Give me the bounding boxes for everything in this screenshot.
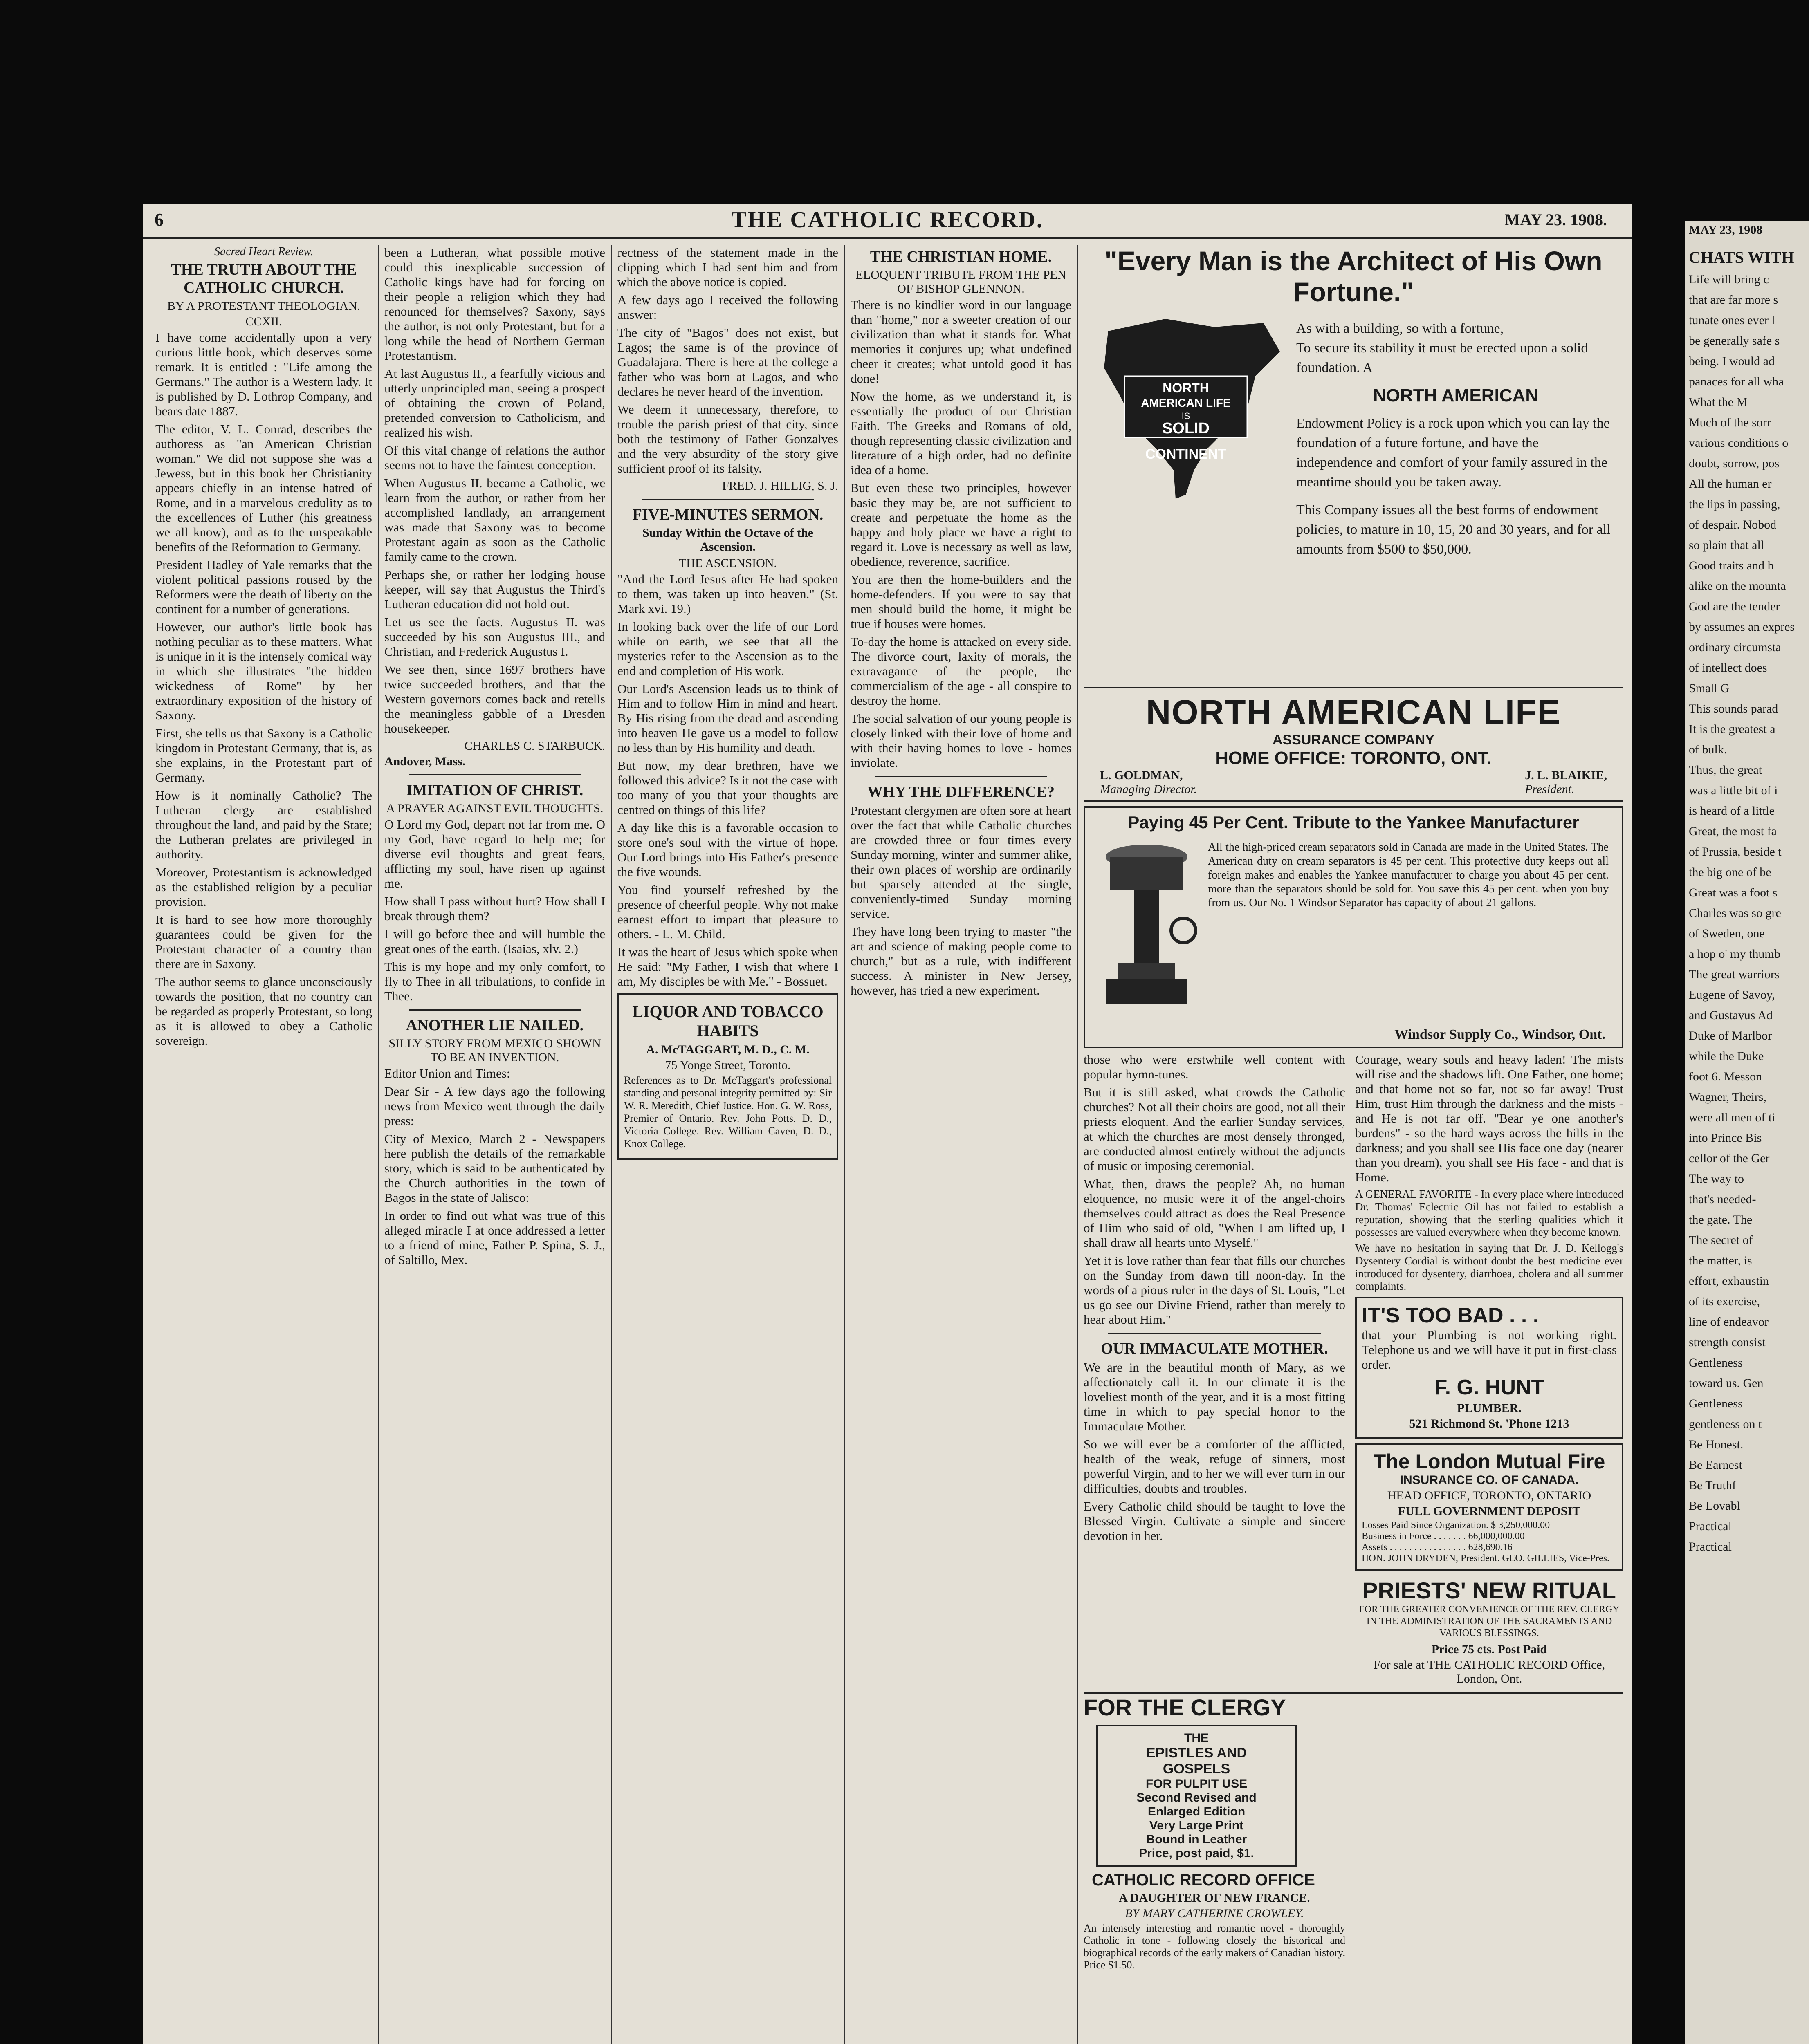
section-subhead: A PRAYER AGAINST EVIL THOUGHTS.: [386, 802, 604, 815]
article-paragraph: Editor Union and Times:: [384, 1066, 510, 1080]
adjacent-headline: CHATS WITH: [1689, 248, 1794, 267]
company-subtitle: ASSURANCE COMPANY: [1272, 732, 1435, 748]
article-paragraph: However, our author's little book has nothing peculiar as to these matters. What is unique in it is the intensely comical way in which she illustrates "the hidden wickedness of Rome" by her extraordinary exposition of the history of Saxony.: [155, 620, 372, 722]
adjacent-line: The great warriors: [1689, 968, 1780, 981]
adjacent-date: MAY 23, 1908: [1689, 223, 1763, 237]
adjacent-line: and Gustavus Ad: [1689, 1009, 1773, 1022]
section-subhead: ELOQUENT TRIBUTE FROM THE PEN OF BISHOP GLENNON.: [855, 268, 1066, 296]
adjacent-line: Be Earnest: [1689, 1458, 1742, 1472]
article-paragraph: It is hard to see how more thoroughly guarantees could be given for the Protestant character of a country than there are in Saxony.: [155, 912, 372, 971]
divider: [642, 499, 814, 500]
article-paragraph: Perhaps she, or rather her lodging house keeper, will say that Augustus the Third's Lutheran education did not hold out.: [384, 567, 605, 611]
column-3: [617, 245, 838, 2044]
clergy-line: FOR PULPIT USE: [1145, 1777, 1248, 1791]
ritual-headline: PRIESTS' NEW RITUAL: [1362, 1578, 1616, 1603]
adjacent-line: into Prince Bis: [1689, 1131, 1762, 1145]
adjacent-line: by assumes an expres: [1689, 620, 1795, 634]
section-headline: FIVE-MINUTES SERMON.: [632, 506, 824, 523]
article-paragraph: I will go before thee and will humble the great ones of the earth. (Isaias, xlv. 2.): [384, 927, 605, 956]
ad-body: This Company issues all the best forms of endowment policies, to mature in 10, 15, 20 and 30 years, and for all amounts from $500 to $50,000.: [1296, 502, 1611, 557]
map-label: AMERICAN LIFE: [1141, 397, 1231, 409]
adjacent-line: while the Duke: [1689, 1049, 1764, 1063]
book-title: A DAUGHTER OF NEW FRANCE.: [1119, 1891, 1310, 1905]
clergy-line: Bound in Leather: [1146, 1833, 1247, 1846]
article-paragraph: "And the Lord Jesus after He had spoken to them, was taken up into heaven." (St. Mark xvi. 19.): [617, 572, 838, 616]
adjacent-line: Be Lovabl: [1689, 1499, 1740, 1513]
ad-line: Assets . . . . . . . . . . . . . . . . 628,690.16: [1362, 1542, 1513, 1553]
adjacent-line: the matter, is: [1689, 1254, 1752, 1267]
section-headline: WHY THE DIFFERENCE?: [867, 783, 1055, 800]
article-paragraph: City of Mexico, March 2 - Newspapers here publish the details of the remarkable story, which is said to be authenticated by the Church authorities in the town of Bagos in the state of Jalisco:: [384, 1132, 605, 1205]
article-paragraph: But now, my dear brethren, have we followed this advice? Is it not the case with too many of you that your thoughts are centred on things of this life?: [617, 758, 838, 817]
adjacent-line: that are far more s: [1689, 293, 1778, 307]
article-paragraph: A few days ago I received the following answer:: [617, 293, 838, 322]
article-paragraph: In order to find out what was true of this alleged miracle I at once addressed a letter to a friend of mine, Father P. Spina, S. J., of Saltillo, Mex.: [384, 1208, 605, 1267]
adjacent-line: so plain that all: [1689, 538, 1764, 552]
company-banner: [1084, 687, 1623, 802]
masthead: [143, 204, 1632, 239]
article-paragraph: The author seems to glance unconsciously towards the position, that no country can be regarded as properly Protestant, so long as it is allowed to obey a Catholic sovereign.: [155, 975, 372, 1048]
signature: FRED. J. HILLIG, S. J.: [722, 479, 838, 493]
adjacent-line: Life will bring c: [1689, 273, 1769, 286]
ad-text: References as to Dr. McTaggart's professional standing and personal integrity permitted by: Sir W. R. Meredith, Chief Justice. Hon. G. W. Ross, Premier of Ontario. Rev. John Potts, D. D., Victoria College. Rev. William Caven, D. D., Knox College.: [624, 1074, 832, 1150]
ad-line: To secure its stability it must be erected upon a solid foundation. A: [1296, 341, 1588, 375]
insurance-ad: [1355, 1443, 1623, 1571]
divider: [409, 774, 581, 775]
signature-place: Andover, Mass.: [384, 755, 466, 768]
column-5: [1084, 245, 1623, 2044]
ad-headline: IT'S TOO BAD . . .: [1362, 1304, 1539, 1327]
article-paragraph: Protestant clergymen are often sore at heart over the fact that while Catholic churches are crowded three or four times every Sunday morning, winter and summer alike, their own places of worship are ordinarily but sparsely attended at the single, conveniently-timed Sunday morning service.: [851, 803, 1071, 921]
adjacent-line: line of endeavor: [1689, 1315, 1769, 1329]
article-paragraph: When Augustus II. became a Catholic, we learn from the author, or rather from her accomplished landlady, an arrangement was made that Saxony was to become Protestant again as soon as the Catholic family came to the crown.: [384, 476, 605, 564]
section-subhead: Sunday Within the Octave of the Ascension.: [642, 526, 814, 554]
clergy-line: EPISTLES AND: [1146, 1745, 1247, 1761]
notice-paragraph: We have no hesitation in saying that Dr. J. D. Kellogg's Dysentery Cordial is without doubt the best medicine ever introduced for dysentery, diarrhoea, cholera and all summer complaints.: [1355, 1242, 1623, 1292]
section-headline: OUR IMMACULATE MOTHER.: [1101, 1340, 1328, 1357]
adjacent-line: Eugene of Savoy,: [1689, 988, 1775, 1002]
ritual-text: FOR THE GREATER CONVENIENCE OF THE REV. CLERGY IN THE ADMINISTRATION OF THE SACRAMENTS AND VARIOUS BLESSINGS.: [1359, 1604, 1620, 1638]
article-paragraph: Let us see the facts. Augustus II. was succeeded by his son Augustus III., and Christian, and Frederick Augustus I.: [384, 615, 605, 659]
adjacent-line: be generally safe s: [1689, 334, 1780, 347]
article-paragraph: Dear Sir - A few days ago the following news from Mexico went through the daily press:: [384, 1084, 605, 1128]
article-paragraph: What, then, draws the people? Ah, no human eloquence, no music were it of the angel-choirs themselves could attract as does the Real Presence of Him who said of old, "When I am lifted up, I shall draw all hearts unto Myself.": [1084, 1177, 1345, 1250]
page-number: 6: [155, 210, 164, 230]
adjacent-line: This sounds parad: [1689, 702, 1778, 715]
adjacent-text: [1685, 269, 1809, 1557]
adjacent-line: the lips in passing,: [1689, 498, 1780, 511]
section-subhead: SILLY STORY FROM MEXICO SHOWN TO BE AN INVENTION.: [388, 1037, 601, 1064]
article-kicker: Sacred Heart Review.: [214, 245, 313, 258]
article-paragraph: Of this vital change of relations the author seems not to have the faintest conception.: [384, 443, 605, 472]
adjacent-line: that's needed-: [1689, 1192, 1756, 1206]
article-paragraph: First, she tells us that Saxony is a Catholic kingdom in Protestant Germany, that is, as she explains, in the Protestant part of Germany.: [155, 726, 372, 784]
adjacent-line: Great was a foot s: [1689, 886, 1778, 899]
article-paragraph: Courage, weary souls and heavy laden! The mists will rise and the shadows lift. One Father, one home; and that home not so far, not so far away! Trust Him, trust Him through the darkness and the mists - and He is not far off. "Bear ye one another's burdens" - so the hard ways across the hills in the darkness; and you shall see His face one day (nearer than you dream), you shall see His face - and that is Home.: [1355, 1052, 1623, 1184]
article-paragraph: We deem it unnecessary, therefore, to trouble the parish priest of that city, since both the testimony of Father Gonzalves and the very absurdity of the story give sufficient proof of its falsity.: [617, 402, 838, 475]
issue-date: MAY 23. 1908.: [1504, 211, 1607, 229]
officer-name: J. L. BLAIKIE,: [1525, 769, 1607, 782]
map-label: NORTH: [1163, 381, 1209, 395]
article-paragraph: At last Augustus II., a fearfully vicious and utterly unprincipled man, seeing a prospect of obtaining the crown of Poland, pretended conversion to Catholicism, and realized his wish.: [384, 366, 605, 439]
article-paragraph: How shall I pass without hurt? How shall I break through them?: [384, 894, 605, 923]
ad-text: All the high-priced cream separators sold in Canada are made in the United States. The American duty on cream separators is 45 per cent. This protective duty keeps out all foreign makes and enables the Yankee manufacturer to charge you about 45 per cent. more than the separators should be sold for. You save this 45 per cent. when you buy from us. Our No. 1 Windsor Separator has capacity of about 21 gallons.: [1208, 841, 1609, 909]
article-paragraph: You are then the home-builders and the home-defenders. If you were to say that men should build the home, it might be true if houses were homes.: [851, 572, 1071, 631]
divider: [409, 1009, 581, 1011]
article-byline: BY A PROTESTANT THEOLOGIAN.: [167, 299, 361, 313]
ad-address: 75 Yonge Street, Toronto.: [665, 1058, 791, 1072]
article-paragraph: those who were erstwhile well content with popular hymn-tunes.: [1084, 1052, 1345, 1081]
adjacent-line: All the human er: [1689, 477, 1772, 491]
clergy-ad: [1084, 1692, 1623, 1971]
clergy-box: [1096, 1725, 1297, 1867]
column-4: [851, 245, 1071, 2044]
clergy-office: CATHOLIC RECORD OFFICE: [1092, 1871, 1315, 1889]
article-paragraph: The editor, V. L. Conrad, describes the authoress as "an American Christian woman." We did not suppose she was a Jewess, but in this book her Christianity appears chiefly in an intense hatred of Rome, and in a marvelous credulity as to the excellences of Luther (his greatness we all know), and as to the unspeakable benefits of the Reformation to Germany.: [155, 422, 372, 554]
adjacent-line: various conditions o: [1689, 436, 1789, 450]
adjacent-line: The secret of: [1689, 1233, 1753, 1247]
newspaper-page: [143, 204, 1632, 2044]
adjacent-line: Be Honest.: [1689, 1438, 1744, 1451]
ad-deposit: FULL GOVERNMENT DEPOSIT: [1398, 1504, 1581, 1518]
article-paragraph: Yet it is love rather than fear that fills our churches on the Sunday from dawn till noon-day. In the words of a pious ruler in the days of St. Louis, "Let us go see our Divine Friend, rather than merely to hear about Him.": [1084, 1253, 1345, 1327]
adjacent-line: Thus, the great: [1689, 763, 1762, 777]
article-paragraph: We see then, since 1697 brothers have twice succeeded brothers, and that the Western governors comes back and retells the meaningless gabble of a Dresden housekeeper.: [384, 662, 605, 735]
adjacent-line: a hop o' my thumb: [1689, 947, 1780, 961]
column-1: [155, 245, 372, 2044]
article-paragraph: Now the home, as we understand it, is essentially the product of our Christian Faith. The Greeks and Romans of old, though representing classic civilization and literature of a high order, had no definite idea of a home.: [851, 389, 1071, 477]
adjacent-line: of Sweden, one: [1689, 927, 1765, 940]
ad-headline: "Every Man is the Architect of His Own Fortune.": [1104, 246, 1603, 307]
ad-text: that your Plumbing is not working right. Telephone us and we will have it put in first-class order.: [1362, 1328, 1617, 1372]
adjacent-line: panaces for all wha: [1689, 375, 1784, 388]
ad-doctor-name: A. McTAGGART, M. D., C. M.: [646, 1043, 810, 1056]
adjacent-line: the big one of be: [1689, 865, 1771, 879]
adjacent-line: What the M: [1689, 395, 1748, 409]
ritual-sale: For sale at THE CATHOLIC RECORD Office, London, Ont.: [1373, 1658, 1605, 1685]
ad-company-short: NORTH AMERICAN: [1373, 385, 1539, 406]
plumber-name: F. G. HUNT: [1434, 1376, 1544, 1399]
adjacent-line: It is the greatest a: [1689, 722, 1775, 736]
adjacent-page-strip: [1685, 221, 1809, 2044]
adjacent-line: Great, the most fa: [1689, 825, 1777, 838]
ad-headline: Paying 45 Per Cent. Tribute to the Yankee Manufacturer: [1128, 813, 1579, 832]
adjacent-line: cellor of the Ger: [1689, 1152, 1770, 1165]
clergy-line: Price, post paid, $1.: [1139, 1847, 1254, 1860]
article-paragraph: The social salvation of our young people is closely linked with their love of home and with their having homes to love - homes inviolate.: [851, 711, 1071, 770]
ad-line: As with a building, so with a fortune,: [1296, 321, 1504, 336]
article-paragraph: But it is still asked, what crowds the Catholic churches? Not all their choirs are good, not all their priests eloquent. And the earlier Sunday services, at which the churches are most densely thronged, are conducted almost entirely without the adjuncts of music or imposing ceremonial.: [1084, 1085, 1345, 1173]
article-paragraph: Every Catholic child should be taught to love the Blessed Virgin. Cultivate a simple and sincere devotion in her.: [1084, 1499, 1345, 1543]
column-rule: [1077, 245, 1078, 2044]
adjacent-line: of its exercise,: [1689, 1295, 1760, 1308]
adjacent-line: Duke of Marlbor: [1689, 1029, 1772, 1042]
ad-footer: Windsor Supply Co., Windsor, Ont.: [1394, 1027, 1605, 1042]
column-rule: [844, 245, 845, 2044]
article-paragraph: There is no kindlier word in our language than "home," nor a sweeter creation of our civilization than what it stands for. What memories it conjures up; what undefined cheer it creates; what untold good it has done!: [851, 298, 1071, 385]
adjacent-line: tunate ones ever l: [1689, 314, 1775, 327]
article-paragraph: Moreover, Protestantism is acknowledged as the established religion by a peculiar provision.: [155, 865, 372, 909]
notice-paragraph: A GENERAL FAVORITE - In every place where introduced Dr. Thomas' Eclectric Oil has not failed to establish a reputation, showing that the sterling qualities which it possesses are valued everywhere when they become known.: [1355, 1188, 1623, 1238]
officer-name: L. GOLDMAN,: [1100, 769, 1183, 782]
plumber-role: PLUMBER.: [1457, 1401, 1522, 1415]
book-author: BY MARY CATHERINE CROWLEY.: [1125, 1907, 1304, 1920]
article-paragraph: We are in the beautiful month of Mary, as we affectionately call it. In our climate it is the loveliest month of the year, and it is a most fitting time in which to pay special honor to the Immaculate Mother.: [1084, 1360, 1345, 1433]
officers: [1084, 769, 1623, 796]
adjacent-line: were all men of ti: [1689, 1111, 1775, 1124]
article-paragraph: To-day the home is attacked on every side. The divorce court, laxity of morals, the extravagance of the people, the commercialism of the age - all conspire to destroy the home.: [851, 634, 1071, 708]
article-paragraph: A day like this is a favorable occasion to store one's soul with the virtue of hope. Our Lord brings into His Father's presence the five wounds.: [617, 820, 838, 879]
article-paragraph: Our Lord's Ascension leads us to think of Him and to follow Him in mind and heart. By His rising from the dead and ascending into heaven He gave us a model to follow no less than by His humility and death.: [617, 681, 838, 755]
column-2: [384, 245, 605, 2044]
article-paragraph: The city of "Bagos" does not exist, but Lagos; the same is of the province of Guadalajara. There is here at the college a father who was born at Lagos, and who declares he never heard of the invention.: [617, 325, 838, 399]
adjacent-line: Gentleness: [1689, 1397, 1743, 1410]
article-paragraph: O Lord my God, depart not far from me. O my God, have regard to help me; for diverse evil thoughts and great fears, afflicting my soul, have risen up against me.: [384, 817, 605, 890]
section-topic: THE ASCENSION.: [678, 556, 777, 570]
adjacent-line: is heard of a little: [1689, 804, 1775, 818]
article-paragraph: But even these two principles, however basic they may be, are not sufficient to create and perpetuate the home as the happy and holy place we have a right to regard it. Love is necessary as well as law, obedience, reverence, sacrifice.: [851, 481, 1071, 569]
adjacent-line: Charles was so gre: [1689, 906, 1781, 920]
article-paragraph: been a Lutheran, what possible motive could this inexplicable succession of Catholic kings have had for forcing on their people a religion which they had renounced for themselves? Saxony, says the author, is not only Protestant, but for a long while the head of Northern German Protestantism.: [384, 245, 605, 363]
adjacent-line: gentleness on t: [1689, 1417, 1762, 1431]
separator-ad: [1084, 806, 1623, 1048]
newspaper-title: THE CATHOLIC RECORD.: [731, 207, 1044, 233]
ad-subhead: INSURANCE CO. OF CANADA.: [1400, 1473, 1579, 1487]
adjacent-line: doubt, sorrow, pos: [1689, 457, 1780, 470]
adjacent-line: of despair. Nobod: [1689, 518, 1777, 531]
adjacent-line: strength consist: [1689, 1336, 1766, 1349]
ad-line: Losses Paid Since Organization. $ 3,250,000.00: [1362, 1520, 1550, 1531]
section-headline: IMITATION OF CHRIST.: [406, 782, 584, 799]
cream-separator-icon: [1093, 840, 1200, 1012]
article-number: CCXII.: [245, 315, 282, 328]
adjacent-line: ordinary circumsta: [1689, 641, 1781, 654]
adjacent-line: Practical: [1689, 1540, 1732, 1553]
clergy-line: Second Revised and: [1136, 1791, 1257, 1804]
map-label: IS: [1181, 411, 1190, 421]
clergy-line: GOSPELS: [1163, 1761, 1230, 1777]
column-rule: [378, 245, 379, 2044]
ad-body: Endowment Policy is a rock upon which you can lay the foundation of a future fortune, and have the independence and comfort of your family assured in the meantime should you be taken away.: [1296, 416, 1610, 490]
adjacent-line: of bulk.: [1689, 743, 1727, 756]
article-paragraph: In looking back over the life of our Lord while on earth, we see that all the mysteries refer to the Ascension as to the end and completion of His work.: [617, 619, 838, 678]
clergy-headline: FOR THE CLERGY: [1084, 1694, 1286, 1720]
ad-line: HON. JOHN DRYDEN, President. GEO. GILLIES, Vice-Pres.: [1362, 1553, 1610, 1564]
article-paragraph: How is it nominally Catholic? The Lutheran clergy are established throughout the land, and paid by the State; the Lutheran prelates are privileged in authority.: [155, 788, 372, 861]
adjacent-line: of Prussia, beside t: [1689, 845, 1782, 858]
north-american-life-ad: [1084, 245, 1623, 687]
adjacent-line: Small G: [1689, 681, 1730, 695]
adjacent-line: alike on the mounta: [1689, 579, 1786, 593]
clergy-line: THE: [1184, 1731, 1209, 1745]
adjacent-line: the gate. The: [1689, 1213, 1753, 1226]
ad-copy: [1296, 319, 1615, 559]
ritual-price: Price 75 cts. Post Paid: [1431, 1643, 1547, 1656]
adjacent-line: Gentleness: [1689, 1356, 1743, 1369]
adjacent-line: The way to: [1689, 1172, 1744, 1186]
article-paragraph: President Hadley of Yale remarks that the violent political passions roused by the Reformers were the death of liberty on the continent for a number of generations.: [155, 558, 372, 616]
map-label: AS THE: [1169, 437, 1202, 448]
column-rule: [611, 245, 612, 2044]
adjacent-line: of intellect does: [1689, 661, 1767, 675]
adjacent-line: Practical: [1689, 1520, 1732, 1533]
home-office: HOME OFFICE: TORONTO, ONT.: [1215, 748, 1492, 768]
ad-headline: The London Mutual Fire: [1373, 1450, 1605, 1473]
section-headline: THE CHRISTIAN HOME.: [870, 248, 1052, 265]
adjacent-line: Much of the sorr: [1689, 416, 1771, 429]
adjacent-line: Good traits and h: [1689, 559, 1774, 572]
adjacent-line: foot 6. Messon: [1689, 1070, 1762, 1083]
lower-section: [1084, 1052, 1623, 1688]
divider: [875, 776, 1047, 777]
section-headline: ANOTHER LIE NAILED.: [406, 1017, 584, 1034]
officer-title: President.: [1525, 782, 1575, 796]
article-paragraph: You find yourself refreshed by the presence of cheerful people. Why not make earnest effort to impart that pleasure to others. - L. M. Child.: [617, 883, 838, 941]
divider: [1108, 1333, 1321, 1334]
article-paragraph: This is my hope and my only comfort, to fly to Thee in all tribulations, to confide in Thee.: [384, 959, 605, 1003]
liquor-advertisement: [617, 993, 838, 1160]
adjacent-line: toward us. Gen: [1689, 1376, 1764, 1390]
ad-title: LIQUOR AND TOBACCO HABITS: [632, 1002, 824, 1040]
ad-office: HEAD OFFICE, TORONTO, ONTARIO: [1387, 1489, 1591, 1502]
article-headline: THE TRUTH ABOUT THE CATHOLIC CHURCH.: [171, 261, 357, 296]
map-label: CONTINENT: [1145, 446, 1227, 462]
adjacent-line: Be Truthf: [1689, 1479, 1736, 1492]
map-label: SOLID: [1162, 420, 1210, 437]
officer-title: Managing Director.: [1100, 782, 1197, 796]
article-paragraph: It was the heart of Jesus which spoke when He said: "My Father, I wish that where I am, My disciples be with Me." - Bossuet.: [617, 945, 838, 988]
adjacent-line: was a little bit of i: [1689, 784, 1778, 797]
adjacent-line: being. I would ad: [1689, 354, 1775, 368]
article-paragraph: rectness of the statement made in the clipping which I had sent him and from which the above notice is copied.: [617, 245, 838, 289]
adjacent-line: God are the tender: [1689, 600, 1780, 613]
article-paragraph: So we will ever be a comforter of the afflicted, health of the weak, refuge of sinners, most powerful Virgin, and to her we will ever turn in our difficulties, doubts and troubles.: [1084, 1437, 1345, 1495]
book-description: An intensely interesting and romantic novel - thoroughly Catholic in tone - following closely the historical and biographical records of the early makers of Canadian history. Price $1.50.: [1084, 1922, 1345, 1971]
article-paragraph: I have come accidentally upon a very curious little book, which deserves some remark. It is entitled : "Life among the Germans." The author is a Western lady. It is published by D. Lothrop Company, and bears date 1887.: [155, 330, 372, 418]
article-paragraph: They have long been trying to master "the art and science of making people come to church," but as a rule, with indifferent success. A minister in New Jersey, however, has tried a new experiment.: [851, 924, 1071, 997]
clergy-line: Very Large Print: [1149, 1819, 1244, 1832]
signature: CHARLES C. STARBUCK.: [464, 739, 605, 753]
lower-left-column: [1084, 1052, 1345, 1688]
clergy-line: Enlarged Edition: [1147, 1805, 1246, 1818]
ad-line: Business in Force . . . . . . . 66,000,000.00: [1362, 1531, 1525, 1542]
plumber-ad: [1355, 1297, 1623, 1439]
adjacent-line: Wagner, Theirs,: [1689, 1090, 1766, 1104]
continent-map-icon: [1092, 315, 1288, 503]
lower-right-column: [1355, 1052, 1623, 1688]
company-name: NORTH AMERICAN LIFE: [1146, 693, 1561, 731]
plumber-address: 521 Richmond St. 'Phone 1213: [1409, 1417, 1569, 1430]
adjacent-line: effort, exhaustin: [1689, 1274, 1769, 1288]
